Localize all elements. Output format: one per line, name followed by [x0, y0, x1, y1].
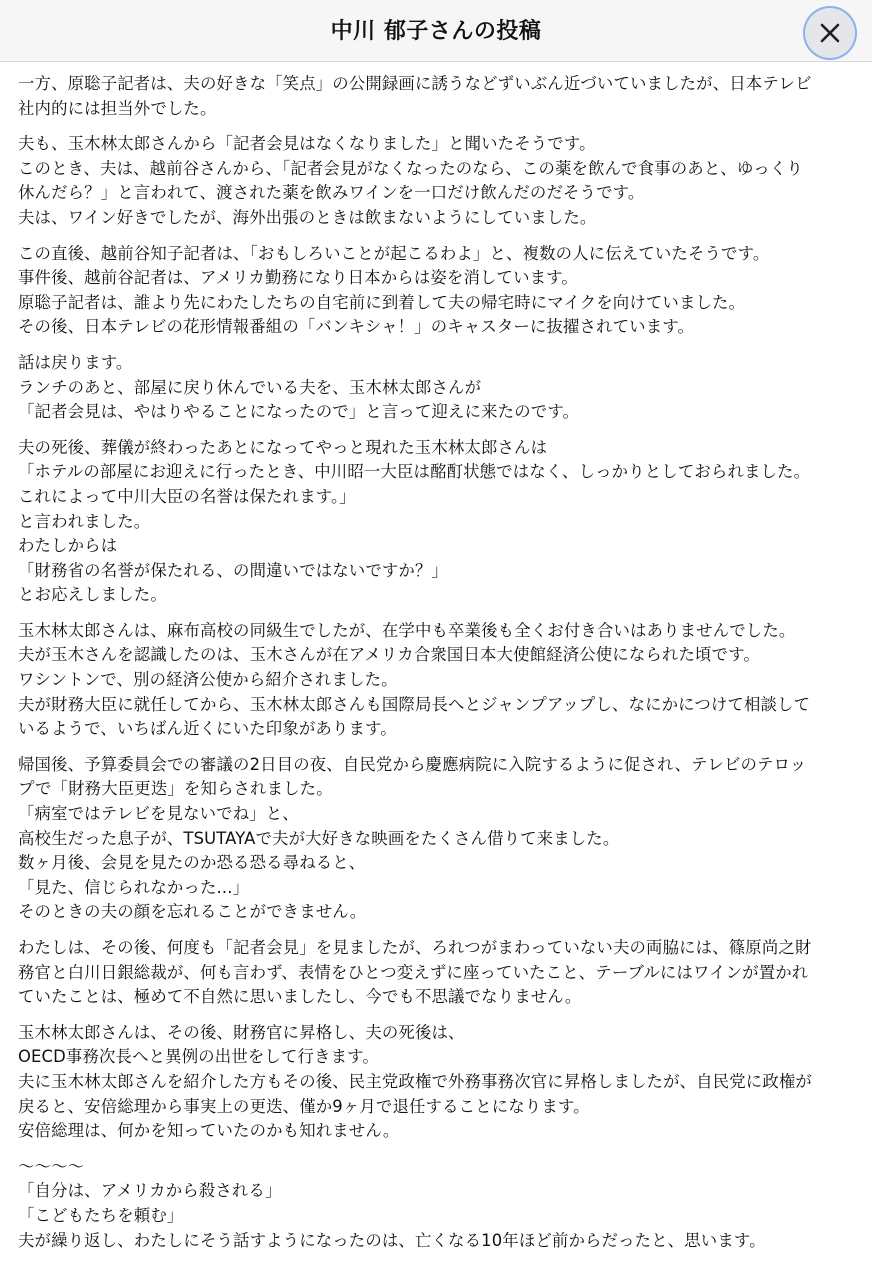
post-text-line: とお応えしました。: [18, 585, 167, 605]
post-text-line: と言われました。: [18, 511, 151, 531]
post-text-line: 社内的には担当外でした。: [18, 98, 217, 118]
post-text-line: 「こどもたちを頼む」: [18, 1205, 184, 1225]
post-text-line: 夫に玉木林太郎さんを紹介した方もその後、民主党政権で外務事務次官に昇格しましたが、自民党に政権が: [18, 1071, 812, 1091]
post-text-line: ていたことは、極めて不自然に思いましたし、今でも不思議でなりません。: [18, 987, 582, 1007]
post-text-line: ランチのあと、部屋に戻り休んでいる夫を、玉木林太郎さんが: [18, 377, 482, 397]
post-text-line: 「記者会見は、やはりやることになったので」と言って迎えに来たのです。: [18, 402, 580, 422]
post-paragraph: [18, 436, 858, 608]
post-text-line: 事件後、越前谷記者は、アメリカ勤務になり日本からは姿を消しています。: [18, 268, 578, 288]
post-text-line: 夫は、ワイン好きでしたが、海外出張のときは飲まないようにしていました。: [18, 207, 597, 227]
post-body: [18, 72, 858, 1264]
post-paragraph: [18, 619, 858, 742]
post-header: [0, 0, 872, 62]
post-text-line: 「ホテルの部屋にお迎えに行ったとき、中川昭一大臣は酩酊状態ではなく、しっかりとしておられました。: [18, 462, 811, 482]
post-paragraph: [18, 753, 858, 925]
post-text-line: 夫も、玉木林太郎さんから「記者会見はなくなりました」と聞いたそうです。: [18, 134, 596, 154]
post-text-line: わたしは、その後、何度も「記者会見」を見ましたが、ろれつがまわっていない夫の両脇には、篠原尚之財: [18, 938, 812, 957]
post-paragraph: [18, 242, 858, 340]
post-text-line: 〜〜〜〜: [18, 1156, 85, 1176]
post-text-line: この直後、越前谷知子記者は、「おもしろいことが起こるわよ」と、複数の人に伝えていたそうです。: [18, 243, 770, 263]
post-paragraph: [18, 1155, 858, 1253]
post-paragraph: [18, 132, 858, 230]
post-text-line: 玉木林太郎さんは、麻布高校の同級生でしたが、在学中も卒業後も全くお付き合いはありませんでした。: [18, 620, 796, 640]
close-button[interactable]: [805, 8, 855, 58]
post-text-line: これによって中川大臣の名誉は保たれます。」: [18, 486, 356, 506]
post-text-line: 一方、原聡子記者は、夫の好きな「笑点」の公開録画に誘うなどずいぶん近づいていましたが、日本テレビ: [18, 74, 812, 93]
post-text-line: いるようで、いちばん近くにいた印象があります。: [18, 719, 397, 739]
post-text-line: 夫が玉木さんを認識したのは、玉木さんが在アメリカ合衆国日本大使館経済公使になられた頃です。: [18, 645, 760, 665]
post-text-line: 夫が繰り返し、わたしにそう話すようになったのは、亡くなる10年ほど前からだったと、思います。: [18, 1230, 766, 1250]
post-paragraph: [18, 72, 858, 121]
post-text-line: そのときの夫の顔を忘れることができません。: [18, 902, 367, 922]
post-text-line: 玉木林太郎さんは、その後、財務官に昇格し、夫の死後は、: [18, 1022, 465, 1042]
post-text-line: 「見た、信じられなかった...」: [18, 877, 250, 897]
post-text-line: このとき、夫は、越前谷さんから、「記者会見がなくなったのなら、この薬を飲んで食事のあと、ゆっくり: [18, 158, 803, 178]
post-paragraph: [18, 1021, 858, 1144]
post-paragraph: [18, 351, 858, 425]
post-text-line: 「自分は、アメリカから殺される」: [18, 1181, 282, 1201]
post-text-line: 務官と白川日銀総裁が、何も言わず、表情をひとつ変えずに座っていたこと、テーブルにはワインが置かれ: [18, 962, 809, 982]
post-text-line: わたしからは: [18, 536, 118, 556]
post-text-line: 「財務省の名誉が保たれる、の間違いではないですか？」: [18, 560, 449, 580]
post-text-line: ワシントンで、別の経済公使から紹介されました。: [18, 670, 398, 690]
post-text-line: プで「財務大臣更迭」を知らされました。: [18, 779, 333, 799]
post-text-line: 夫が財務大臣に就任してから、玉木林太郎さんも国際局長へとジャンプアップし、なにかにつけて相談して: [18, 694, 811, 714]
post-title: 中川 郁子さんの投稿: [330, 19, 542, 44]
post-text-line: 数ヶ月後、会見を見たのか恐る恐る尋ねると、: [18, 853, 366, 873]
post-text-line: 「病室ではテレビを見ないでね」と、: [18, 804, 299, 824]
post-text-line: 帰国後、予算委員会での審議の2日目の夜、自民党から慶應病院に入院するように促され、テレビのテロッ: [18, 754, 807, 774]
post-text-line: 夫の死後、葬儀が終わったあとになってやっと現れた玉木林太郎さんは: [18, 437, 548, 457]
post-text-line: 話は戻ります。: [18, 352, 133, 372]
post-text-line: 高校生だった息子が、TSUTAYAで夫が大好きな映画をたくさん借りて来ました。: [18, 828, 620, 848]
post-text-line: 休んだら？」と言われて、渡された薬を飲みワインを一口だけ飲んだのだそうです。: [18, 183, 645, 203]
post-text-line: 戻ると、安倍総理から事実上の更迭、僅か9ヶ月で退任することになります。: [18, 1096, 590, 1116]
post-text-line: OECD事務次長へと異例の出世をして行きます。: [18, 1047, 379, 1067]
close-icon: [819, 22, 841, 44]
post-text-line: 原聡子記者は、誰より先にわたしたちの自宅前に到着して夫の帰宅時にマイクを向けていました。: [18, 292, 746, 312]
post-paragraph: [18, 936, 858, 1010]
post-text-line: その後、日本テレビの花形情報番組の「バンキシャ！」のキャスターに抜擢されています。: [18, 317, 695, 337]
post-text-line: 安倍総理は、何かを知っていたのかも知れません。: [18, 1121, 400, 1141]
